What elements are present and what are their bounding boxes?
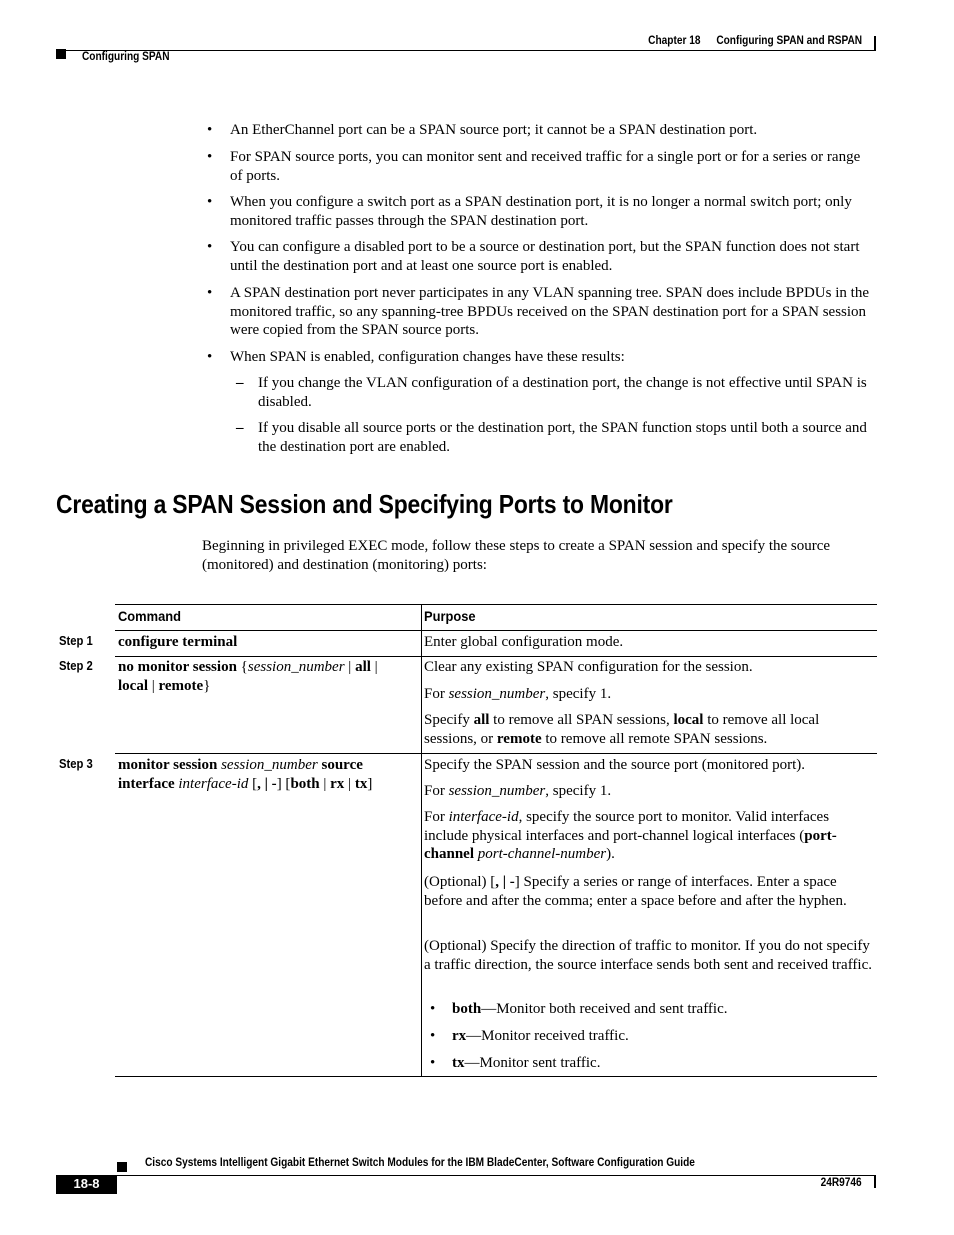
table-column-divider [421,604,422,1077]
step-purpose: Specify all to remove all SPAN sessions, local to remove all local sessions, or remote to remove all remote SPAN sessions. [424,712,820,747]
bullet-glyph: • [430,1001,436,1017]
bullet-text: For SPAN source ports, you can monitor sent and received traffic for a single port or for a series or range of ports. [230,149,861,184]
step-purpose: For session_number, specify 1. [424,686,612,702]
step-purpose: (Optional) [, | -] Specify a series or range of interfaces. Enter a space before and after the comma; enter a space before and after the hyphen. [424,874,847,909]
chapter-title: Configuring SPAN and RSPAN [716,35,862,47]
table-row-rule [115,753,877,754]
document-number: 24R9746 [820,1177,862,1189]
step-label: Step 2 [59,659,93,673]
table-header-rule [115,630,877,631]
chapter-label: Chapter 18 [648,35,701,47]
step-label: Step 3 [59,757,93,771]
bullet-text: An EtherChannel port can be a SPAN source port; it cannot be a SPAN destination port. [230,122,758,138]
table-row-rule [115,656,877,657]
direction-option: tx—Monitor sent traffic. [452,1055,601,1071]
dash-glyph: – [236,420,244,436]
table-top-rule [115,604,877,605]
column-header-purpose: Purpose [424,608,476,624]
step-label: Step 1 [59,634,93,648]
step-command: configure terminal [118,634,238,650]
footer-title: Cisco Systems Intelligent Gigabit Ethernet Switch Modules for the IBM BladeCenter, Software Configuration Guide [145,1157,695,1169]
bullet-glyph: • [430,1055,436,1071]
page-number: 18-8 [73,1176,100,1191]
header-rule [56,50,876,51]
bullet-text: When SPAN is enabled, configuration changes have these results: [230,349,625,365]
sub-bullet-text: If you change the VLAN configuration of a destination port, the change is not effective until SPAN is disabled. [258,375,867,410]
step-purpose: Enter global configuration mode. [424,634,624,650]
direction-option: both—Monitor both received and sent traffic. [452,1001,728,1017]
bullet-text: When you configure a switch port as a SPAN destination port, it is no longer a normal switch port; only monitored traffic passes through the SPAN destination port. [230,194,852,229]
dash-glyph: – [236,375,244,391]
bullet-glyph: • [207,194,213,210]
step-purpose: For interface-id, specify the source port to monitor. Valid interfaces include physical interfaces and port-channel logical interfaces (port-channel port-channel-number). [424,809,837,863]
section-title: Creating a SPAN Session and Specifying Ports to Monitor [56,489,673,519]
step-purpose: For session_number, specify 1. [424,783,612,799]
header-tick [874,36,876,50]
footer-rule [117,1175,876,1176]
bullet-glyph: • [207,239,213,255]
running-header [648,35,862,47]
table-bottom-rule [115,1076,877,1077]
section-header: Configuring SPAN [82,51,170,63]
sub-bullet-text: If you disable all source ports or the destination port, the SPAN function stops until both a source and the destination port are enabled. [258,420,867,455]
step-purpose: Specify the SPAN session and the source port (monitored port). [424,757,806,773]
column-header-command: Command [118,608,181,624]
bullet-glyph: • [207,122,213,138]
step-purpose: (Optional) Specify the direction of traffic to monitor. If you do not specify a traffic direction, the source interface sends both sent and received traffic. [424,938,872,973]
direction-option: rx—Monitor received traffic. [452,1028,629,1044]
bullet-glyph: • [207,149,213,165]
header-marker [56,49,66,59]
step-command: monitor session session_number source interface interface-id [, | -] [both | rx | tx] [118,757,373,792]
bullet-text: A SPAN destination port never participates in any VLAN spanning tree. SPAN does include BPDUs in the monitored traffic, so any spanning-tree BPDUs received on the SPAN destination port for a SPAN session were copied from the SPAN source ports. [230,285,869,339]
step-purpose: Clear any existing SPAN configuration for the session. [424,659,753,675]
footer-tick [874,1175,876,1188]
bullet-glyph: • [207,285,213,301]
step-command: no monitor session {session_number | all | local | remote} [118,659,378,694]
bullet-glyph: • [430,1028,436,1044]
footer-marker [117,1162,127,1172]
intro-paragraph: Beginning in privileged EXEC mode, follow these steps to create a SPAN session and specify the source (monitored) and destination (monitoring) ports: [202,538,831,573]
bullet-glyph: • [207,349,213,365]
bullet-text: You can configure a disabled port to be a source or destination port, but the SPAN function does not start until the destination port and at least one source port is enabled. [230,239,860,274]
